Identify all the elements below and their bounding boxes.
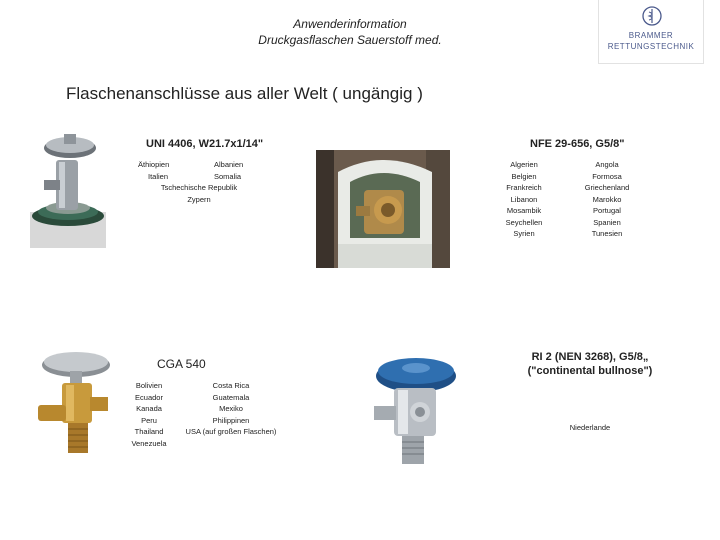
nfe-country: Mosambik	[506, 206, 542, 215]
cga-standard-title: CGA 540	[157, 357, 206, 371]
nfe-country: Portugal	[593, 206, 621, 215]
nfe-country: Spanien	[593, 217, 621, 227]
nfe-country: Angola	[595, 160, 619, 169]
uni-country: Zypern	[187, 194, 211, 204]
header-line-2: Druckgasflaschen Sauerstoff med.	[258, 33, 442, 47]
cga-country: Costa Rica	[212, 381, 250, 390]
uni-standard-title: UNI 4406, W21.7x1/14"	[146, 138, 264, 150]
cga-country: Mexiko	[219, 404, 243, 413]
uni-country: Tschechische Republik	[160, 183, 238, 192]
uni-country: Albanien	[214, 160, 244, 169]
page-title: Flaschenanschlüsse aus aller Welt ( ungängig )	[66, 84, 423, 103]
nfe-country: Algerien	[510, 160, 538, 169]
logo-line-1: BRAMMER	[628, 31, 674, 40]
nfe-country: Syrien	[513, 229, 535, 238]
cga-country: Venezuela	[131, 438, 167, 448]
cga-country-column-1	[124, 380, 174, 449]
ri2-country-list	[560, 422, 620, 434]
cga-valve-photo	[24, 345, 120, 463]
cga-country: Bolivien	[135, 381, 163, 390]
cga-country: Kanada	[136, 404, 162, 413]
uni-country: Somalia	[214, 171, 242, 181]
header-line-1: Anwenderinformation	[293, 17, 407, 31]
cga-country: Thailand	[134, 427, 164, 436]
uni-valve-photo	[26, 130, 108, 248]
nfe-country: Tunesien	[591, 229, 623, 238]
nfe-country: Marokko	[592, 194, 622, 204]
nfe-country: Griechenland	[584, 183, 630, 192]
nfe-country: Formosa	[592, 171, 622, 181]
cga-country: Guatemala	[212, 392, 250, 402]
nfe-country: Libanon	[510, 194, 538, 204]
ri2-title-line-2: ("continental bullnose")	[527, 365, 653, 377]
cga-country: Ecuador	[135, 392, 163, 402]
ri2-country: Niederlande	[569, 423, 611, 432]
cga-country: Philippinen	[212, 415, 250, 425]
document-header	[200, 16, 500, 48]
nfe-country-column-1	[494, 159, 554, 240]
ri2-valve-photo	[358, 350, 478, 470]
nfe-standard-title: NFE 29-656, G5/8"	[530, 138, 625, 150]
ri2-title-line-1: RI 2 (NEN 3268), G5/8„	[531, 351, 649, 363]
nfe-country-column-2	[572, 159, 642, 240]
caduceus-icon	[642, 6, 662, 26]
uni-country: Äthiopien	[138, 160, 170, 169]
cga-country-column-2	[176, 380, 286, 438]
nfe-country: Seychellen	[505, 217, 543, 227]
nfe-valve-photo	[316, 150, 450, 268]
brammer-logo	[598, 0, 704, 64]
ri2-standard-title	[500, 350, 680, 378]
cga-country: USA (auf großen Flaschen)	[185, 427, 277, 436]
nfe-country: Belgien	[511, 171, 537, 181]
logo-line-2: RETTUNGSTECHNIK	[607, 42, 695, 51]
cga-country: Peru	[141, 415, 157, 425]
uni-country-list	[134, 159, 264, 205]
nfe-country: Frankreich	[506, 183, 542, 192]
uni-country: Italien	[148, 171, 169, 181]
